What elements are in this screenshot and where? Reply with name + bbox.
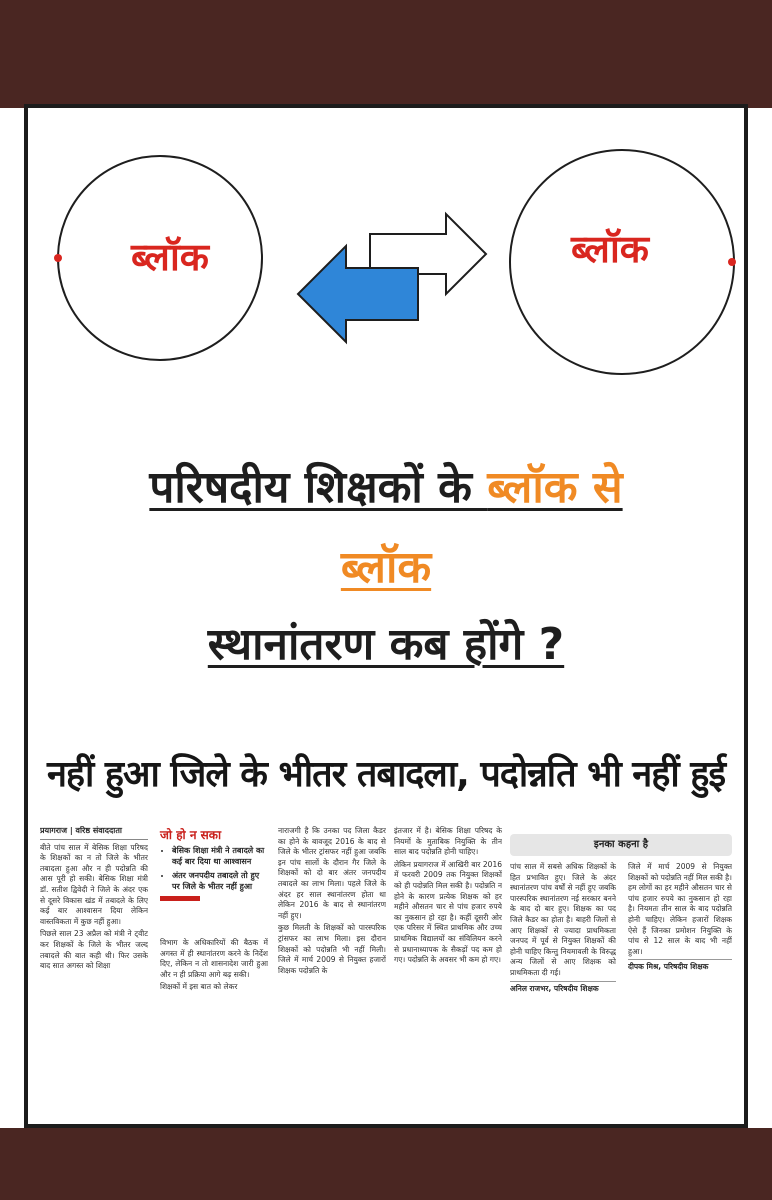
clip-paragraph: बीते पांच साल में बेसिक शिक्षा परिषद के शिक्षकों का न तो जिले के भीतर तबादला हुआ और न ही पदोन्नति की आस पूरी हो सकी। बेसिक शिक्षा मंत्री डॉ. सतीश द्विवेदी ने जिले के अंदर एक से दूसरे विकास खंड में तबादले के लिए कई बार आश्वासन दिया लेकिन वास्तविकता में कुछ नहीं हुआ। bbox=[40, 842, 148, 926]
quote-author: दीपक मिश्र, परिषदीय शिक्षक bbox=[628, 959, 732, 973]
bottom-dark-band bbox=[0, 1128, 772, 1200]
headline-orange-part: ब्लॉक से bbox=[487, 462, 623, 513]
headline-black-part: परिषदीय शिक्षकों के bbox=[149, 462, 488, 513]
red-accent-bar bbox=[160, 896, 200, 901]
clip-paragraph: लेकिन प्रयागराज में आखिरी बार 2016 में फरवरी 2009 तक नियुक्त शिक्षकों को ही पदोन्नति मिल सकी है। पदोन्नति न होने के कारण प्रत्येक शिक्षक को हर महीने औसतन चार से पांच हजार रुपये का नुकसान हो रहा है। कहीं दूसरी ओर एक परिसर में स्थित प्राथमिक और उच्च प्राथमिक विद्यालयों का संविलियन करने से प्रधानाध्यापक के सैकड़ों पद कम हो गए। पदोन्नति के अवसर भी कम हो गए। bbox=[394, 859, 502, 965]
box-item: • अंतर जनपदीय तबादले तो हुए पर जिले के भीतर नहीं हुआ bbox=[172, 870, 268, 892]
headline-line-1 bbox=[40, 455, 732, 515]
newspaper-clipping bbox=[40, 826, 732, 1058]
headline-line-3: स्थानांतरण कब होंगे ? bbox=[207, 619, 565, 670]
clip-column-2 bbox=[160, 938, 268, 1058]
quote-text: जिले में मार्च 2009 से नियुक्त शिक्षकों को पदोन्नति नहीं मिल सकी है। हम लोगों का हर महीने औसतन चार से पांच हजार रुपये का नुकसान हो रहा है। नियमतः तीन साल के बाद पदोन्नति होनी चाहिए। लेकिन हजारों शिक्षक ऐसे हैं जिनका प्रमोशन नियुक्ति के पांच से 12 साल के बाद भी नहीं हुआ। bbox=[628, 862, 732, 956]
right-circle-label: ब्लॉक bbox=[571, 227, 649, 271]
clip-paragraph: शिक्षकों में इस बात को लेकर bbox=[160, 982, 238, 992]
inka-kahna-hai-header: इनका कहना है bbox=[510, 834, 732, 856]
clip-column-1 bbox=[40, 826, 148, 1058]
left-circle-dot bbox=[54, 254, 62, 262]
clip-column-3 bbox=[278, 826, 386, 1058]
clip-paragraph: कुछ मिलती के शिक्षकों को पारस्परिक ट्रांसफर का लाभ मिला। इस दौरान शिक्षकों को पदोन्नति भी नहीं मिली। जिले में मार्च 2009 से नियुक्त हजारों शिक्षक पदोन्नति के bbox=[278, 923, 386, 975]
byline: प्रयागराज | वरिष्ठ संवाददाता bbox=[40, 826, 148, 840]
clip-paragraph: विभाग के अधिकारियों की बैठक में अगस्त में ही स्थानांतरण करने के निर्देश दिए, लेकिन न तो शासनादेश जारी हुआ और न ही प्रक्रिया आगे बढ़ सकी। bbox=[160, 938, 268, 979]
quote-author: अनिल राजभर, परिषदीय शिक्षक bbox=[510, 981, 616, 995]
clipping-headline: नहीं हुआ जिले के भीतर तबादला, पदोन्नति भी नहीं हुई bbox=[46, 754, 726, 795]
clip-column-4 bbox=[394, 826, 502, 1058]
headline-line-2: ब्लॉक bbox=[340, 542, 432, 593]
quote-column-2 bbox=[628, 862, 732, 1058]
clip-paragraph: पिछले साल 23 अप्रैल को मंत्री ने ट्वीट कर शिक्षकों के जिले के भीतर जल्द तबादले की बात कही थी। फिर उसके बाद सात अगस्त को शिक्षा bbox=[40, 929, 148, 971]
jo-ho-na-saka-box bbox=[160, 830, 268, 907]
quote-text: पांच साल में सबसे अधिक शिक्षकों के हित प्रभावित हुए। जिले के अंदर स्थानांतरण पांच वर्षों से नहीं हुए जबकि पारस्परिक स्थानांतरण नई सरकार बनने के बाद दो बार हुए। शिक्षक का पद जिले कैडर का होता है। बाहरी जिलों से आए शिक्षकों से ज्यादा प्राथमिकता जनपद में पूर्व से नियुक्त शिक्षकों की होनी चाहिए किन्तु नियमावली के विरुद्ध अन्य जिलों से आए शिक्षक को प्राथमिकता दी गई। bbox=[510, 862, 616, 977]
block-transfer-diagram bbox=[0, 0, 772, 400]
clip-paragraph: नाराजगी है कि उनका पद जिला कैडर का होने के बावजूद 2016 के बाद से जिले के भीतर ट्रांसफर नहीं हुआ जबकि इन पांच सालों के दौरान गैर जिले के शिक्षकों को दो बार अंतर जनपदीय तबादले का लाभ मिला। पहले जिले के अंदर हर साल स्थानांतरण होता था लेकिन 2016 के बाद से स्थानांतरण नहीं हुए। bbox=[278, 826, 386, 920]
quote-column-1 bbox=[510, 862, 616, 1058]
left-circle-label: ब्लॉक bbox=[131, 235, 209, 279]
box-item: • बेसिक शिक्षा मंत्री ने तबादले का कई बार दिया था आश्वासन bbox=[172, 845, 268, 867]
clip-paragraph: इंतजार में है। बेसिक शिक्षा परिषद के नियमों के मुताबिक नियुक्ति के तीन साल बाद पदोन्नति होनी चाहिए। bbox=[394, 826, 502, 857]
right-circle-dot bbox=[728, 258, 736, 266]
box-title: जो हो न सका bbox=[160, 828, 222, 842]
